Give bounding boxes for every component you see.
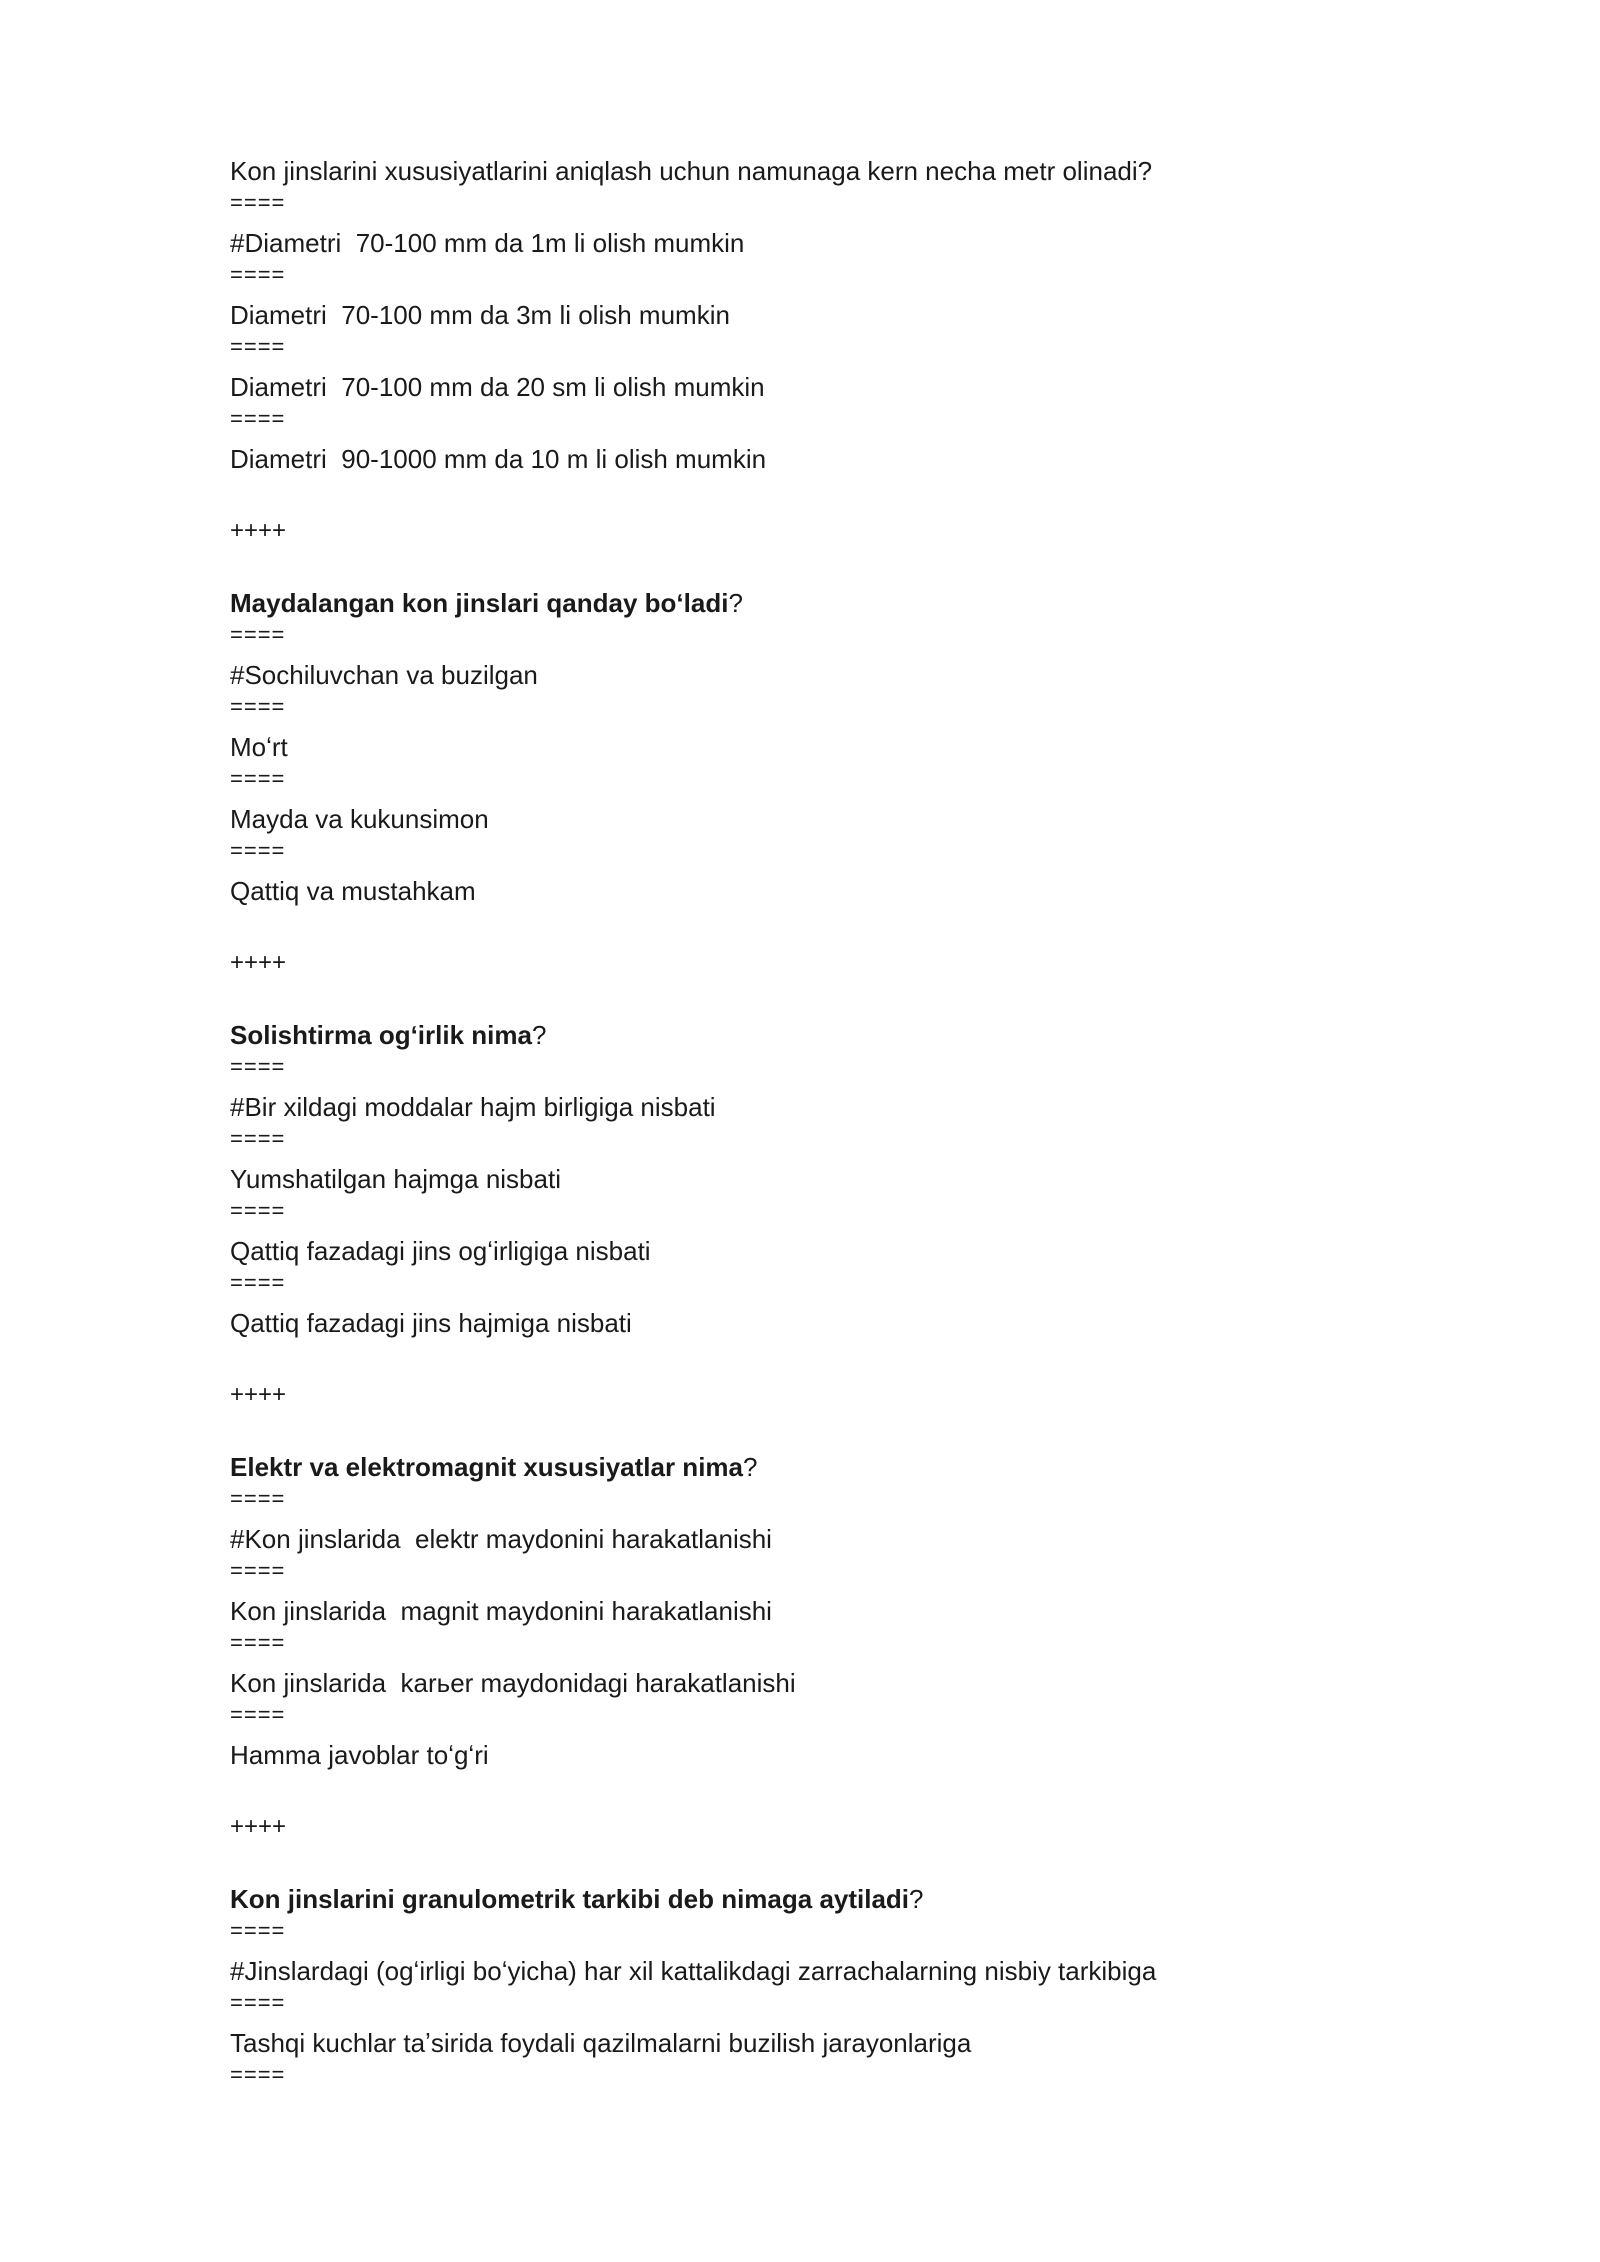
question-text (230, 1018, 1470, 1052)
answer-option: Hamma javoblar toʻgʻri (230, 1740, 489, 1770)
question-block (230, 1882, 1470, 2098)
answer-separator: ==== (230, 190, 286, 215)
answer-separator: ==== (230, 406, 286, 431)
answer-separator: ==== (230, 1486, 286, 1511)
question-block (230, 154, 1470, 586)
question-plain-text: Kon jinslarini xususiyatlarini aniqlash uchun namunaga kern necha metr olinadi? (230, 156, 1153, 186)
question-text (230, 1882, 1470, 1916)
answer-option: #Bir xildagi moddalar hajm birligiga nisbati (230, 1092, 716, 1122)
answer-separator: ==== (230, 1918, 286, 1943)
answer-option: #Jinslardagi (ogʻirligi boʻyicha) har xil kattalikdagi zarrachalarning nisbiy tarkibiga (230, 1956, 1157, 1986)
answer-option: Qattiq va mustahkam (230, 876, 476, 906)
answer-option: Kon jinslarida karьer maydonidagi harakatlanishi (230, 1668, 796, 1698)
answer-option: Qattiq fazadagi jins ogʻirligiga nisbati (230, 1236, 651, 1266)
blank-line (230, 1772, 1470, 1810)
block-end-marker: ++++ (230, 949, 287, 976)
question-plain-text: ? (531, 1020, 547, 1050)
answer-separator: ==== (230, 1630, 286, 1655)
question-bold-text: Elektr va elektromagnit xususiyatlar nima (230, 1452, 743, 1482)
question-block (230, 586, 1470, 1018)
blank-line (230, 548, 1470, 586)
answer-separator: ==== (230, 1198, 286, 1223)
answer-separator: ==== (230, 1702, 286, 1727)
question-text (230, 154, 1470, 188)
answer-option: Diametri 70-100 mm da 3m li olish mumkin (230, 300, 730, 330)
question-block (230, 1018, 1470, 1450)
question-bold-text: Solishtirma ogʻirlik nima (230, 1020, 532, 1050)
answer-option: #Diametri 70-100 mm da 1m li olish mumkin (230, 228, 745, 258)
blank-line (230, 1412, 1470, 1450)
answer-separator: ==== (230, 1054, 286, 1079)
question-text (230, 586, 1470, 620)
answer-separator: ==== (230, 262, 286, 287)
question-plain-text: ? (909, 1884, 924, 1914)
answer-separator: ==== (230, 334, 286, 359)
answer-separator: ==== (230, 766, 286, 791)
answer-option: Moʻrt (230, 732, 288, 762)
block-end-marker: ++++ (230, 1813, 287, 1840)
answer-separator: ==== (230, 694, 286, 719)
question-plain-text: ? (743, 1452, 758, 1482)
blank-line (230, 1340, 1470, 1378)
question-text (230, 1450, 1470, 1484)
blank-line (230, 908, 1470, 946)
answer-separator: ==== (230, 1558, 286, 1583)
answer-option: #Sochiluvchan va buzilgan (230, 660, 538, 690)
blank-line (230, 1844, 1470, 1882)
answer-separator: ==== (230, 1126, 286, 1151)
question-bold-text: Maydalangan kon jinslari qanday boʻladi (230, 588, 729, 618)
answer-separator: ==== (230, 1270, 286, 1295)
answer-option: Kon jinslarida magnit maydonini harakatlanishi (230, 1596, 772, 1626)
answer-option: Tashqi kuchlar taʼsirida foydali qazilmalarni buzilish jarayonlariga (230, 2028, 972, 2058)
block-end-marker: ++++ (230, 517, 287, 544)
answer-option: Qattiq fazadagi jins hajmiga nisbati (230, 1308, 632, 1338)
blank-line (230, 476, 1470, 514)
answer-separator: ==== (230, 838, 286, 863)
answer-option: Mayda va kukunsimon (230, 804, 489, 834)
document-body (230, 154, 1470, 2098)
answer-option: Diametri 70-100 mm da 20 sm li olish mumkin (230, 372, 765, 402)
answer-separator: ==== (230, 2062, 286, 2087)
question-bold-text: Kon jinslarini granulometrik tarkibi deb nimaga aytiladi (230, 1884, 910, 1914)
answer-separator: ==== (230, 1990, 286, 2015)
question-plain-text: ? (728, 588, 743, 618)
answer-option: #Kon jinslarida elektr maydonini harakatlanishi (230, 1524, 772, 1554)
answer-option: Diametri 90-1000 mm da 10 m li olish mumkin (230, 444, 767, 474)
question-block (230, 1450, 1470, 1882)
blank-line (230, 980, 1470, 1018)
block-end-marker: ++++ (230, 1381, 287, 1408)
answer-option: Yumshatilgan hajmga nisbati (230, 1164, 561, 1194)
answer-separator: ==== (230, 622, 286, 647)
